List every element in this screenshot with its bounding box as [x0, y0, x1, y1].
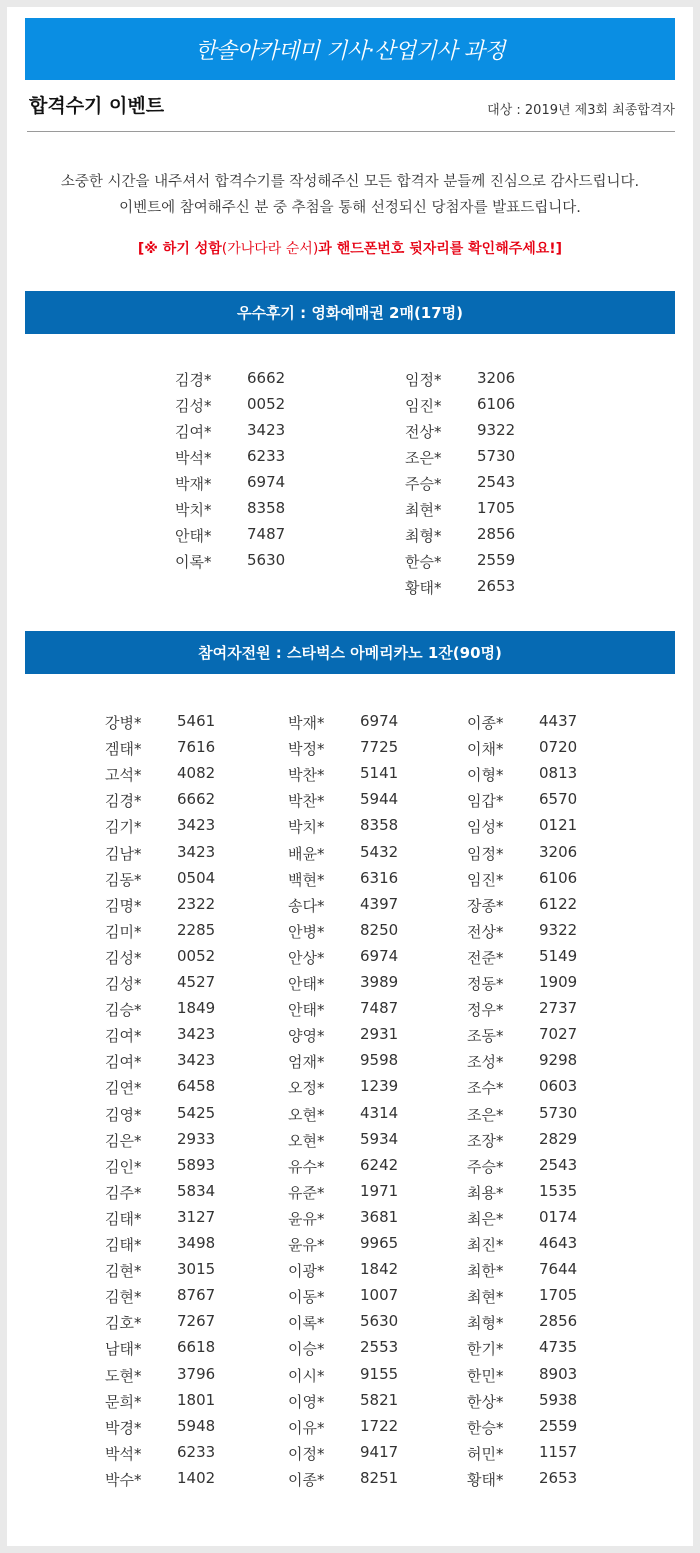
- winner-name: 한민*: [467, 1366, 504, 1385]
- winner-name: 안태*: [288, 1001, 325, 1020]
- winner-name: 김호*: [105, 1314, 142, 1333]
- winner-phone-digits: 1705: [477, 499, 516, 517]
- winner-phone-digits: 8358: [360, 816, 399, 835]
- winner-phone-digits: 6570: [539, 790, 578, 809]
- winner-phone-digits: 2737: [539, 999, 578, 1018]
- winner-phone-digits: 2559: [477, 551, 516, 569]
- winner-phone-digits: 9598: [360, 1051, 399, 1070]
- winner-name: 김태*: [105, 1236, 142, 1254]
- winner-phone-digits: 3989: [360, 973, 399, 991]
- winner-phone-digits: 3206: [539, 842, 578, 861]
- winner-name: 정동*: [467, 975, 504, 993]
- section-excellent-reviews-heading: 우수후기 : 영화예매권 2매(17명): [25, 291, 675, 334]
- winner-phone-digits: 2553: [360, 1338, 399, 1357]
- winner-name: 도현*: [105, 1366, 142, 1385]
- winner-phone-digits: 5730: [539, 1103, 578, 1122]
- winner-name: 박수*: [105, 1470, 142, 1489]
- winner-name: 김성*: [105, 948, 142, 967]
- winner-name: 백현*: [288, 870, 325, 889]
- winner-phone-digits: 3423: [247, 421, 286, 439]
- winner-name: 양영*: [288, 1027, 325, 1046]
- winner-name: 장종*: [467, 896, 504, 915]
- winner-phone-digits: 0720: [539, 738, 578, 757]
- winner-phone-digits: 8767: [177, 1286, 216, 1305]
- winner-phone-digits: 5834: [177, 1181, 216, 1200]
- winner-name: 최한*: [467, 1262, 504, 1281]
- winner-name: 박치*: [175, 501, 212, 519]
- winner-name: 윤유*: [288, 1209, 325, 1228]
- winner-phone-digits: 7644: [539, 1260, 578, 1279]
- winner-phone-digits: 6242: [360, 1155, 399, 1174]
- winner-phone-digits: 5461: [177, 712, 216, 730]
- winner-name: 이종*: [288, 1470, 325, 1489]
- winner-name: 조장*: [467, 1131, 504, 1150]
- winner-phone-digits: 3796: [177, 1364, 216, 1383]
- winner-name: 전상*: [405, 423, 442, 441]
- winner-phone-digits: 6974: [247, 473, 286, 491]
- winner-phone-digits: 7616: [177, 738, 216, 757]
- winner-phone-digits: 2543: [539, 1155, 578, 1174]
- winner-name: 박재*: [288, 714, 325, 732]
- winner-name: 이유*: [288, 1418, 325, 1437]
- winner-phone-digits: 4314: [360, 1103, 399, 1122]
- winner-phone-digits: 4082: [177, 764, 216, 783]
- winner-name: 이록*: [288, 1314, 325, 1333]
- winner-phone-digits: 2322: [177, 894, 216, 913]
- winner-name: 김경*: [105, 792, 142, 811]
- winner-phone-digits: 5432: [360, 842, 399, 861]
- winner-name: 김현*: [105, 1288, 142, 1307]
- winner-phone-digits: 8250: [360, 920, 399, 939]
- winner-phone-digits: 9155: [360, 1364, 399, 1383]
- winner-name: 조성*: [467, 1053, 504, 1072]
- winner-phone-digits: 6233: [247, 447, 286, 465]
- notice-part-2: (가나다라 순서): [221, 241, 319, 257]
- winner-name: 이영*: [288, 1392, 325, 1411]
- winner-name: 강병*: [105, 714, 142, 732]
- winner-phone-digits: 1909: [539, 973, 578, 991]
- winner-phone-digits: 6106: [477, 395, 516, 413]
- winner-name: 임성*: [467, 818, 504, 837]
- winner-phone-digits: 5944: [360, 790, 399, 809]
- winner-name: 김승*: [105, 1001, 142, 1020]
- winner-name: 임진*: [405, 397, 442, 415]
- winner-phone-digits: 7487: [247, 525, 286, 543]
- winner-name: 송다*: [288, 896, 325, 915]
- winner-name: 박석*: [105, 1444, 142, 1463]
- winner-name: 이승*: [288, 1340, 325, 1359]
- winner-name: 김영*: [105, 1105, 142, 1124]
- winner-name: 최은*: [467, 1209, 504, 1228]
- winner-name: 한기*: [467, 1340, 504, 1359]
- winner-name: 김은*: [105, 1131, 142, 1150]
- winner-phone-digits: 5821: [360, 1390, 399, 1409]
- winner-name: 박석*: [175, 449, 212, 467]
- winner-phone-digits: 6233: [177, 1442, 216, 1461]
- winner-name: 한승*: [467, 1418, 504, 1437]
- winner-phone-digits: 2829: [539, 1129, 578, 1148]
- winner-phone-digits: 1535: [539, 1181, 578, 1200]
- winner-name: 안태*: [175, 527, 212, 545]
- winner-phone-digits: 6316: [360, 868, 399, 887]
- winner-phone-digits: 1842: [360, 1260, 399, 1279]
- winner-name: 남태*: [105, 1340, 142, 1359]
- winner-name: 안상*: [288, 948, 325, 967]
- winner-name: 김성*: [105, 975, 142, 993]
- winner-phone-digits: 2856: [477, 525, 516, 543]
- winner-phone-digits: 7487: [360, 999, 399, 1018]
- winner-name: 임정*: [405, 371, 442, 389]
- winner-name: 임진*: [467, 870, 504, 889]
- winner-name: 조은*: [467, 1105, 504, 1124]
- winner-name: 박경*: [105, 1418, 142, 1437]
- winner-name: 이정*: [288, 1444, 325, 1463]
- winner-name: 안태*: [288, 975, 325, 993]
- winner-phone-digits: 0052: [177, 946, 216, 965]
- winner-name: 김성*: [175, 397, 212, 415]
- winner-phone-digits: 9322: [539, 920, 578, 939]
- winner-phone-digits: 6662: [247, 369, 286, 387]
- intro-line-2: 이벤트에 참여해주신 분 중 추첨을 통해 선정되신 당첨자를 발표드립니다.: [119, 200, 581, 216]
- winner-phone-digits: 0121: [539, 816, 578, 835]
- winner-phone-digits: 5630: [247, 551, 286, 569]
- winner-name: 전상*: [467, 922, 504, 941]
- winner-name: 최형*: [467, 1314, 504, 1333]
- winner-phone-digits: 2856: [539, 1312, 578, 1331]
- winner-name: 이시*: [288, 1366, 325, 1385]
- winner-name: 이형*: [467, 766, 504, 785]
- winner-phone-digits: 5934: [360, 1129, 399, 1148]
- winner-phone-digits: 4437: [539, 712, 578, 730]
- winner-phone-digits: 9965: [360, 1234, 399, 1252]
- event-target: 대상 : 2019년 제3회 최종합격자: [487, 103, 675, 118]
- winner-name: 김여*: [105, 1027, 142, 1046]
- winner-name: 박재*: [175, 475, 212, 493]
- winner-phone-digits: 1239: [360, 1077, 399, 1096]
- winner-name: 허민*: [467, 1444, 504, 1463]
- winner-name: 엄재*: [288, 1053, 325, 1072]
- winner-name: 김현*: [105, 1262, 142, 1281]
- notice-part-1: [※ 하기 성함: [137, 241, 222, 257]
- winner-name: 배윤*: [288, 844, 325, 863]
- winner-name: 김연*: [105, 1079, 142, 1098]
- winner-name: 김남*: [105, 844, 142, 863]
- intro-text: [7, 169, 693, 221]
- section-all-participants-heading: 참여자전원 : 스타벅스 아메리카노 1잔(90명): [25, 631, 675, 674]
- winner-name: 조은*: [405, 449, 442, 467]
- winner-phone-digits: 1971: [360, 1181, 399, 1200]
- winner-phone-digits: 7267: [177, 1312, 216, 1331]
- winner-phone-digits: 2931: [360, 1025, 399, 1044]
- winner-phone-digits: 4397: [360, 894, 399, 913]
- winner-phone-digits: 4527: [177, 973, 216, 991]
- winner-phone-digits: 1402: [177, 1468, 216, 1487]
- notice-text: [7, 238, 693, 258]
- winner-name: 유수*: [288, 1157, 325, 1176]
- winner-name: 이록*: [175, 553, 212, 571]
- winner-phone-digits: 6974: [360, 712, 399, 730]
- winner-name: 김태*: [105, 1209, 142, 1228]
- winner-phone-digits: 2933: [177, 1129, 216, 1148]
- event-header: [27, 91, 675, 132]
- winner-phone-digits: 0504: [177, 868, 216, 887]
- winner-name: 오정*: [288, 1079, 325, 1098]
- winner-name: 박정*: [288, 740, 325, 759]
- winner-phone-digits: 1849: [177, 999, 216, 1018]
- winner-name: 전준*: [467, 948, 504, 967]
- winner-name: 김동*: [105, 870, 142, 889]
- winner-phone-digits: 5425: [177, 1103, 216, 1122]
- winner-name: 이동*: [288, 1288, 325, 1307]
- winner-name: 겜태*: [105, 740, 142, 759]
- winner-name: 이광*: [288, 1262, 325, 1281]
- winner-name: 최용*: [467, 1183, 504, 1202]
- winner-phone-digits: 3681: [360, 1207, 399, 1226]
- winner-phone-digits: 8251: [360, 1468, 399, 1487]
- winner-name: 유준*: [288, 1183, 325, 1202]
- winner-phone-digits: 6618: [177, 1338, 216, 1357]
- winner-phone-digits: 5948: [177, 1416, 216, 1435]
- winner-phone-digits: 1705: [539, 1286, 578, 1305]
- winner-name: 주승*: [405, 475, 442, 493]
- winner-name: 임정*: [467, 844, 504, 863]
- winner-phone-digits: 0174: [539, 1207, 578, 1226]
- winner-phone-digits: 4735: [539, 1338, 578, 1357]
- winner-phone-digits: 0052: [247, 395, 286, 413]
- winner-name: 최현*: [467, 1288, 504, 1307]
- winner-phone-digits: 2653: [477, 577, 516, 595]
- winner-phone-digits: 3015: [177, 1260, 216, 1279]
- winner-phone-digits: 3423: [177, 816, 216, 835]
- winner-phone-digits: 1007: [360, 1286, 399, 1305]
- winner-name: 최현*: [405, 501, 442, 519]
- winner-phone-digits: 9298: [539, 1051, 578, 1070]
- winner-name: 최진*: [467, 1236, 504, 1254]
- winner-name: 김여*: [105, 1053, 142, 1072]
- event-title: 합격수기 이벤트: [29, 95, 165, 117]
- winner-name: 이종*: [467, 714, 504, 732]
- winner-name: 윤유*: [288, 1236, 325, 1254]
- winner-phone-digits: 5730: [477, 447, 516, 465]
- winner-phone-digits: 3127: [177, 1207, 216, 1226]
- winner-phone-digits: 4643: [539, 1234, 578, 1252]
- winner-phone-digits: 9417: [360, 1442, 399, 1461]
- winner-name: 황태*: [405, 579, 442, 597]
- winner-name: 김미*: [105, 922, 142, 941]
- winner-name: 황태*: [467, 1470, 504, 1489]
- winner-phone-digits: 6974: [360, 946, 399, 965]
- winner-phone-digits: 1801: [177, 1390, 216, 1409]
- intro-line-1: 소중한 시간을 내주셔서 합격수기를 작성해주신 모든 합격자 분들께 진심으로 감사드립니다.: [60, 174, 640, 190]
- winner-phone-digits: 6122: [539, 894, 578, 913]
- winner-phone-digits: 0813: [539, 764, 578, 783]
- winner-name: 이채*: [467, 740, 504, 759]
- winner-phone-digits: 3498: [177, 1234, 216, 1252]
- winner-name: 박찬*: [288, 792, 325, 811]
- winner-phone-digits: 2543: [477, 473, 516, 491]
- winner-phone-digits: 1722: [360, 1416, 399, 1435]
- winner-name: 한승*: [405, 553, 442, 571]
- winner-phone-digits: 3423: [177, 1051, 216, 1070]
- winner-name: 임갑*: [467, 792, 504, 811]
- winner-name: 김주*: [105, 1183, 142, 1202]
- winner-name: 김여*: [175, 423, 212, 441]
- winner-name: 정우*: [467, 1001, 504, 1020]
- winner-name: 박찬*: [288, 766, 325, 785]
- winner-name: 안병*: [288, 922, 325, 941]
- winner-phone-digits: 8903: [539, 1364, 578, 1383]
- winner-phone-digits: 7027: [539, 1025, 578, 1044]
- winner-phone-digits: 7725: [360, 738, 399, 757]
- winner-phone-digits: 9322: [477, 421, 516, 439]
- winner-phone-digits: 3206: [477, 369, 516, 387]
- winner-phone-digits: 6106: [539, 868, 578, 887]
- winner-name: 김기*: [105, 818, 142, 837]
- winner-phone-digits: 0603: [539, 1077, 578, 1096]
- winner-phone-digits: 3423: [177, 842, 216, 861]
- winner-name: 고석*: [105, 766, 142, 785]
- event-card: [7, 7, 693, 1546]
- winner-name: 오현*: [288, 1105, 325, 1124]
- winner-phone-digits: 6662: [177, 790, 216, 809]
- winner-phone-digits: 6458: [177, 1077, 216, 1096]
- winner-phone-digits: 2285: [177, 920, 216, 939]
- winner-phone-digits: 5630: [360, 1312, 399, 1331]
- winner-name: 김인*: [105, 1157, 142, 1176]
- course-banner: 한솔아카데미 기사·산업기사 과정: [25, 18, 675, 80]
- winner-name: 박치*: [288, 818, 325, 837]
- winner-name: 김경*: [175, 371, 212, 389]
- winner-phone-digits: 2559: [539, 1416, 578, 1435]
- notice-part-3: 과 핸드폰번호 뒷자리를 확인해주세요!]: [318, 241, 563, 257]
- winner-name: 최형*: [405, 527, 442, 545]
- winner-phone-digits: 5938: [539, 1390, 578, 1409]
- winner-name: 문희*: [105, 1392, 142, 1411]
- winner-phone-digits: 2653: [539, 1468, 578, 1487]
- winner-name: 한상*: [467, 1392, 504, 1411]
- winner-name: 조수*: [467, 1079, 504, 1098]
- winner-name: 오현*: [288, 1131, 325, 1150]
- winner-name: 김명*: [105, 896, 142, 915]
- winner-name: 조동*: [467, 1027, 504, 1046]
- winner-phone-digits: 5893: [177, 1155, 216, 1174]
- winner-name: 주승*: [467, 1157, 504, 1176]
- winner-phone-digits: 5141: [360, 764, 399, 783]
- winner-phone-digits: 3423: [177, 1025, 216, 1044]
- winner-phone-digits: 5149: [539, 946, 578, 965]
- winner-phone-digits: 8358: [247, 499, 286, 517]
- winner-phone-digits: 1157: [539, 1442, 578, 1461]
